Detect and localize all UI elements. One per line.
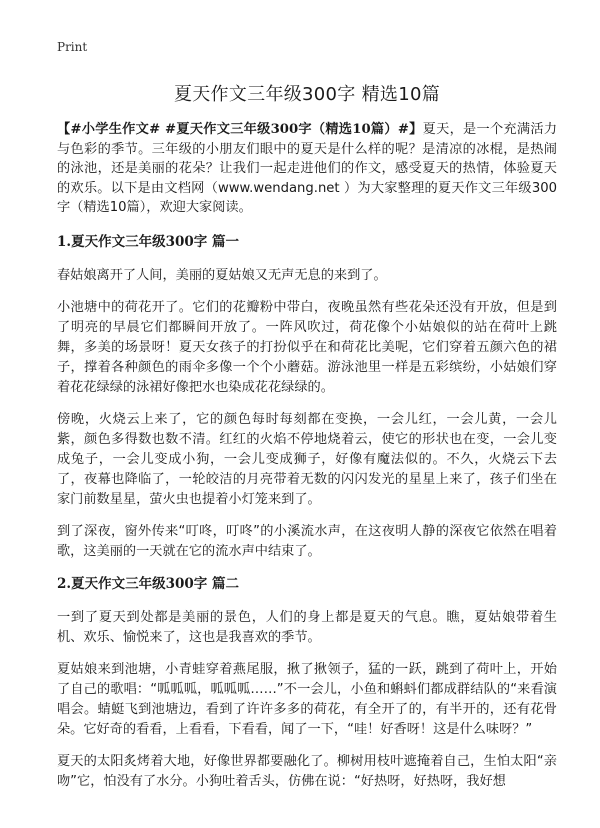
paragraph: 到了深夜，窗外传来“叮咚，叮咚”的小溪流水声，在这夜明人静的深夜它依然在唱着歌，这美丽的一天就在它的流水声中结束了。 <box>57 523 557 559</box>
section-heading: 1.夏天作文三年级300字 篇一 <box>57 233 239 250</box>
page-title: 夏天作文三年级300字 精选10篇 <box>173 84 441 105</box>
intro-tag: 【#小学生作文# #夏天作文三年级300字（精选10篇）#】 <box>57 122 423 137</box>
print-label: Print <box>57 40 88 54</box>
paragraph: 夏姑娘来到池塘，小青蛙穿着燕尾服，揪了揪领子，猛的一跃，跳到了荷叶上，开始了自己的歌唱：“呱呱呱，呱呱呱……”不一会儿，小鱼和蝌蚪们都成群结队的“来看演唱会。蜻蜓飞到池塘边，看到了许许多多的荷花，有全开了的，有半开的，还有花骨朵。它好奇的看看，上看看，下看看，闻了一下，“哇！好香呀！这是什么味呀？” <box>57 661 557 737</box>
intro-text: 夏天，是一个充满活力与色彩的季节。三年级的小朋友们眼中的夏天是什么样的呢？是清凉的冰棍，是热闹的泳池，还是美丽的花朵？让我们一起走进他们的作文，感受夏天的热情，体验夏天的欢乐。以下是由文档网（www.wendang.net ）为大家整理的夏天作文三年级300字（精选10篇），欢迎大家阅读。 <box>57 122 558 215</box>
section-1 <box>57 232 557 562</box>
paragraph: 夏天的太阳炙烤着大地，好像世界都要融化了。柳树用枝叶遮掩着自己，生怕太阳“亲吻”它，怕没有了水分。小狗吐着舌头，仿佛在说：“好热呀，好热呀，我好想 <box>57 753 557 789</box>
paragraph: 一到了夏天到处都是美丽的景色，人们的身上都是夏天的气息。瞧，夏姑娘带着生机、欢乐、愉悦来了，这也是我喜欢的季节。 <box>57 609 557 645</box>
paragraph: 春姑娘离开了人间，美丽的夏姑娘又无声无息的来到了。 <box>57 267 387 283</box>
section-heading: 2.夏天作文三年级300字 篇二 <box>57 575 239 592</box>
intro-paragraph <box>57 120 557 218</box>
paragraph: 傍晚，火烧云上来了，它的颜色每时每刻都在变换，一会儿红，一会儿黄，一会儿紫，颜色多得数也数不清。红红的火焰不停地烧着云，使它的形状也在变，一会儿变成兔子，一会儿变成小狗，一会儿变成狮子，好像有魔法似的。不久，火烧云下去了，夜幕也降临了，一轮皎洁的月亮带着无数的闪闪发光的星星上来了，孩子们坐在家门前数星星，萤火虫也提着小灯笼来到了。 <box>57 411 557 507</box>
section-2 <box>57 574 557 792</box>
paragraph: 小池塘中的荷花开了。它们的花瓣粉中带白，夜晚虽然有些花朵还没有开放，但是到了明亮的早晨它们都瞬间开放了。一阵风吹过，荷花像个小姑娘似的站在荷叶上跳舞，多美的场景呀！夏天女孩子的打扮似乎在和荷花比美呢，它们穿着五颜六色的裙子，撑着各种颜色的雨伞多像一个个小蘑菇。游泳池里一样是五彩缤纷，小姑娘们穿着花花绿绿的泳裙好像把水也染成花花绿绿的。 <box>57 299 557 395</box>
